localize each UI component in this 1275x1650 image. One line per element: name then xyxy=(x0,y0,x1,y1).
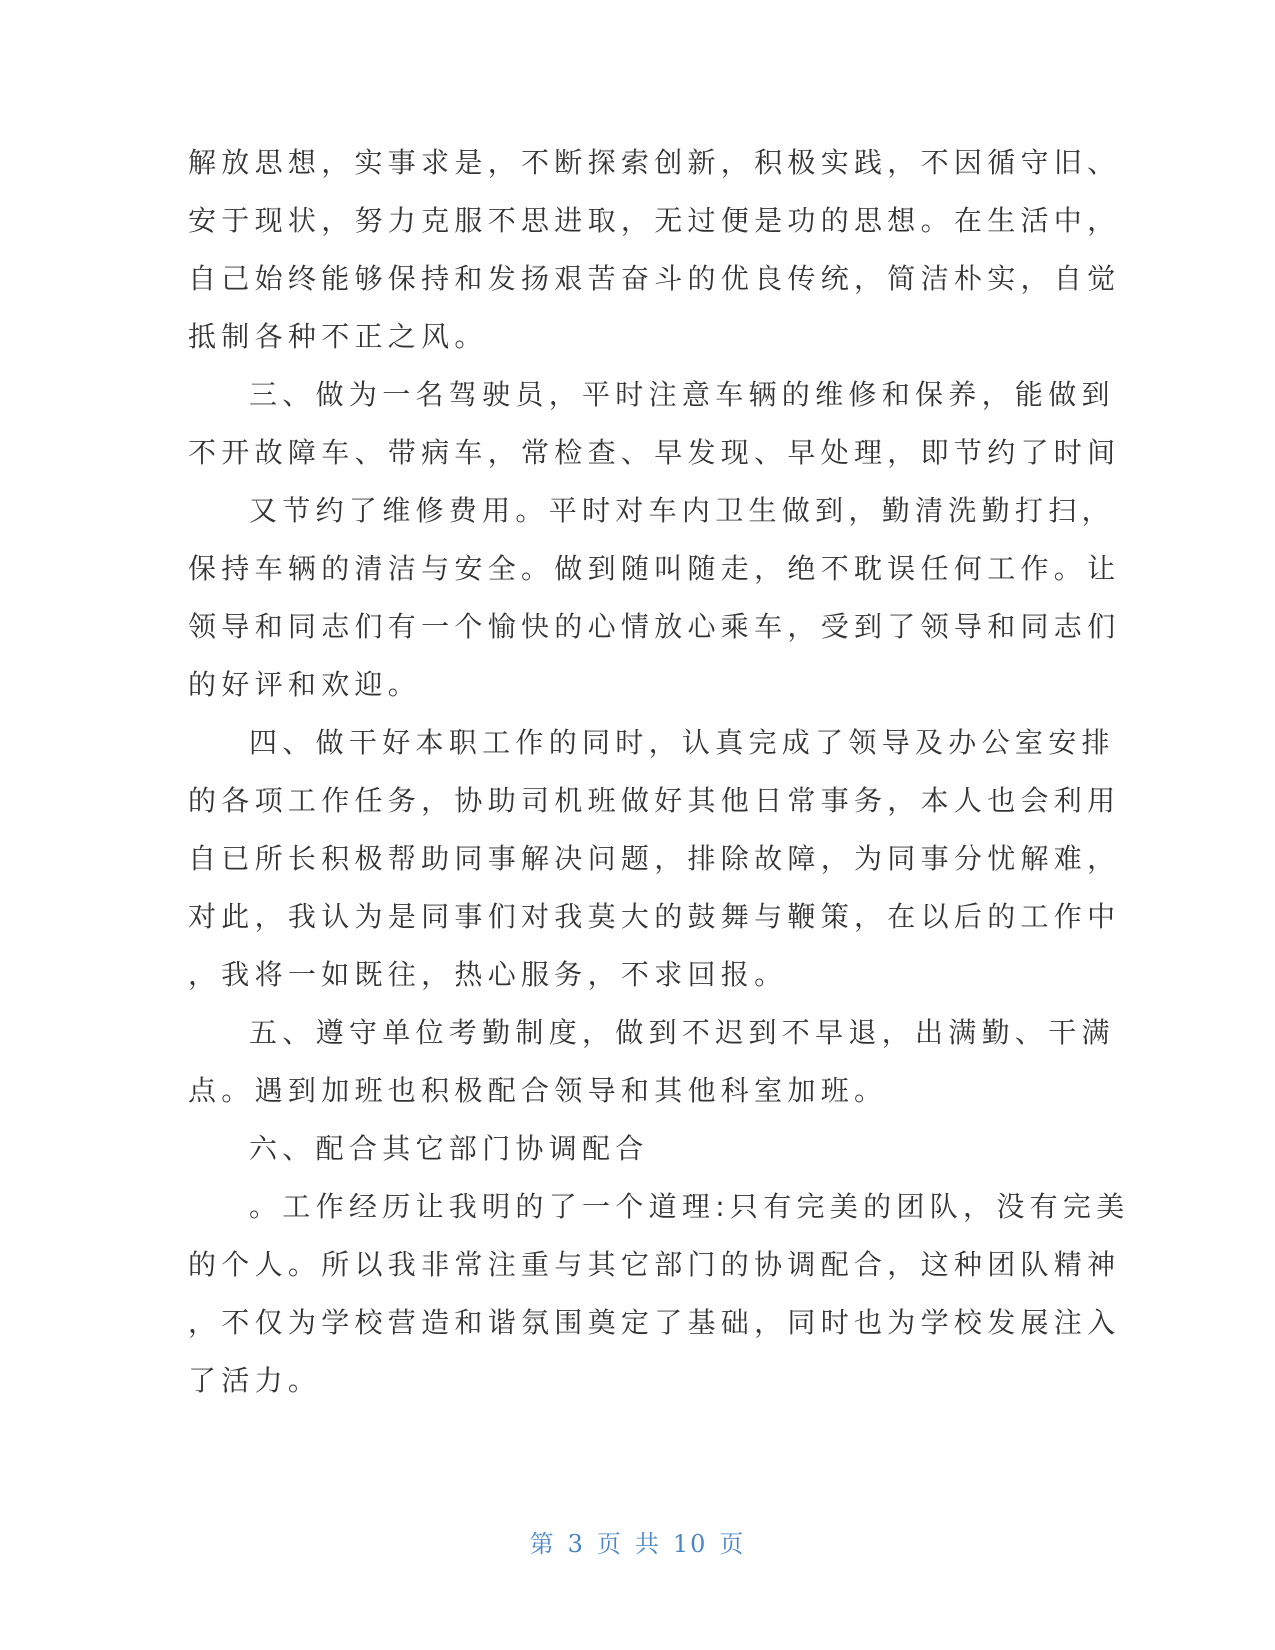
text-line: 安于现状，努力克服不思进取，无过便是功的思想。在生活中， xyxy=(188,204,1121,237)
footer-suffix: 页 xyxy=(719,1530,746,1558)
text-line: 不开故障车、带病车，常检查、早发现、早处理，即节约了时间 xyxy=(188,436,1121,469)
text-line: 领导和同志们有一个愉快的心情放心乘车，受到了领导和同志们 xyxy=(188,610,1121,643)
paragraph-start: 三、做为一名驾驶员，平时注意车辆的维修和保养，能做到 xyxy=(249,378,1115,411)
text-line: 解放思想，实事求是，不断探索创新，积极实践，不因循守旧、 xyxy=(188,146,1121,179)
text-line: 对此，我认为是同事们对我莫大的鼓舞与鞭策，在以后的工作中 xyxy=(188,900,1121,933)
text-line: 抵制各种不正之风。 xyxy=(188,320,488,353)
text-line: 自己始终能够保持和发扬艰苦奋斗的优良传统，简洁朴实，自觉 xyxy=(188,262,1121,295)
text-line: 的好评和欢迎。 xyxy=(188,668,422,701)
text-line: 点。遇到加班也积极配合领导和其他科室加班。 xyxy=(188,1074,888,1107)
page-number-footer xyxy=(0,1524,1275,1559)
text-line: 又节约了维修费用。平时对车内卫生做到，勤清洗勤打扫， xyxy=(249,494,1115,527)
footer-total-word: 共 xyxy=(634,1530,661,1558)
current-page-number: 3 xyxy=(567,1530,585,1558)
paragraph-start: 四、做干好本职工作的同时，认真完成了领导及办公室安排 xyxy=(249,726,1115,759)
text-line: ，不仅为学校营造和谐氛围奠定了基础，同时也为学校发展注入 xyxy=(188,1306,1121,1339)
text-line: 的各项工作任务，协助司机班做好其他日常事务，本人也会利用 xyxy=(188,784,1121,817)
paragraph-start: 五、遵守单位考勤制度，做到不迟到不早退，出满勤、干满 xyxy=(249,1016,1115,1049)
text-line: 的个人。所以我非常注重与其它部门的协调配合，这种团队精神 xyxy=(188,1248,1121,1281)
text-line: 。工作经历让我明的了一个道理:只有完美的团队，没有完美 xyxy=(249,1190,1130,1223)
text-line: ，我将一如既往，热心服务，不求回报。 xyxy=(188,958,788,991)
text-line: 保持车辆的清洁与安全。做到随叫随走，绝不耽误任何工作。让 xyxy=(188,552,1121,585)
paragraph-start: 六、配合其它部门协调配合 xyxy=(249,1132,649,1165)
text-line: 了活力。 xyxy=(188,1364,322,1397)
text-line: 自已所长积极帮助同事解决问题，排除故障，为同事分忧解难， xyxy=(188,842,1121,875)
footer-prefix: 第 xyxy=(529,1530,556,1558)
total-page-count: 10 xyxy=(672,1530,708,1558)
footer-page-word: 页 xyxy=(596,1530,623,1558)
